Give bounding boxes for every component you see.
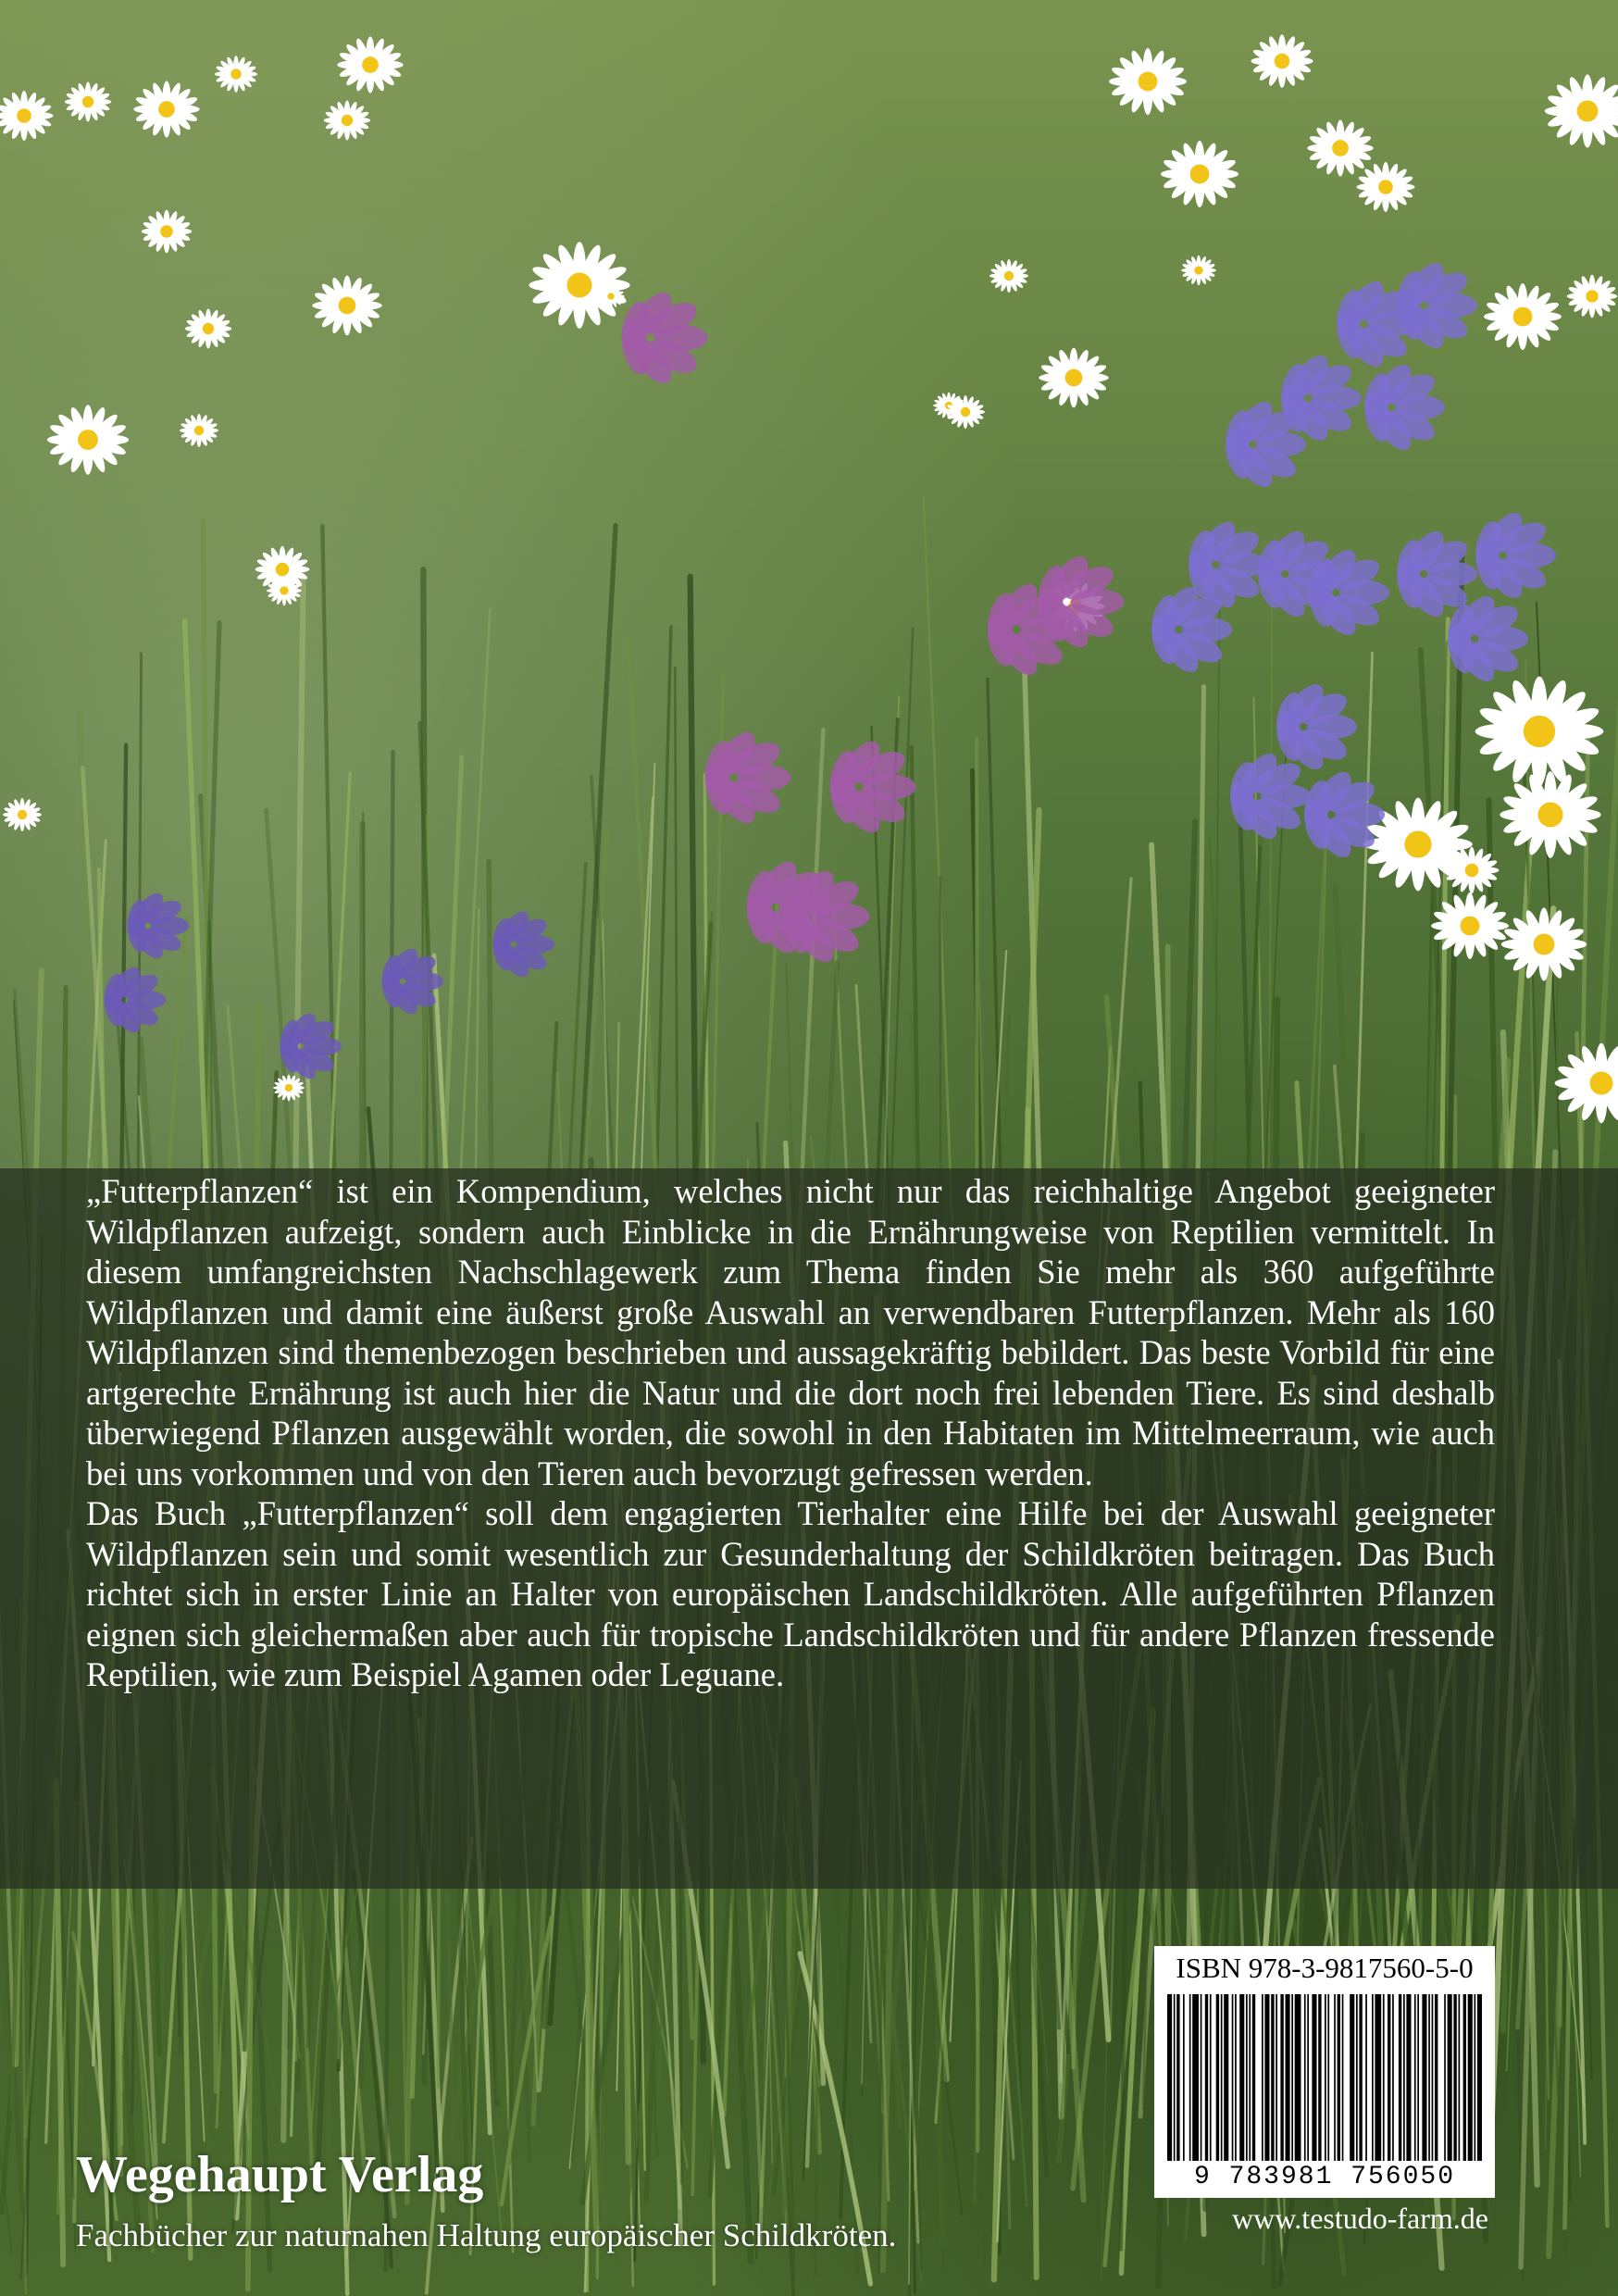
publisher-tagline: Fachbücher zur naturnahen Haltung europäischer Schildkröten. [76,2217,897,2253]
daisy-flower [273,1075,305,1102]
daisy-flower [180,414,218,447]
daisy-flower [1475,677,1604,787]
daisy-flower [1567,275,1618,318]
isbn-number: ISBN 978-3-9817560-5-0 [1176,1952,1474,1984]
daisy-flower [312,276,382,336]
daisy-flower [185,308,231,348]
blurb-paragraph-1: „Futterpflanzen“ ist ein Kompendium, welches nicht nur das reichhaltige Angebot geeigneter Wildpflanzen aufzeigt, sondern auch Einblicke in die Ernährungweise von Reptilien vermittelt. In diesem umfangreichsten Nachschlagewerk zum Thema finden Sie mehr als 360 aufgeführte Wildpflanzen und damit eine äußerst große Auswahl an verwendbaren Futterpflanzen. Mehr als 160 Wildpflanzen sind themenbezogen beschrieben und aussagekräftig bebildert. Das beste Vorbild für eine artgerechte Ernährung ist auch hier die Natur und die dort noch frei lebenden Tiere. Es sind deshalb überwiegend Pflanzen ausgewählt worden, die sowohl in den Habitaten im Mittelmeerraum, wie auch bei uns vorkommen und von den Tieren auch bevorzugt gefressen werden. [86,1172,1495,1492]
daisy-flower [1500,771,1600,858]
daisy-flower [1109,48,1187,115]
publisher-website: www.testudo-farm.de [1232,2202,1488,2235]
daisy-flower [529,242,629,329]
blurb-paragraph-2: Das Buch „Futterpflanzen“ soll dem engagierten Tierhalter eine Hilfe bei der Auswahl geeigneter Wildpflanzen sein und somit wesentlich zur Gesunderhaltung der Schildkröten beitragen. Das Buch richtet sich in erster Linie an Halter von europäischen Landschildkröten. Alle aufgeführten Pflanzen eignen sich gleichermaßen aber auch für tropische Landschildkröten und für andere Pflanzen fressende Reptilien, wie zum Beispiel Agamen oder Leguane. [86,1494,1495,1693]
ean-digits: 9 783981 756050 [1193,2163,1456,2191]
publisher-name: Wegehaupt Verlag [76,2146,484,2203]
daisy-flower [597,284,624,307]
daisy-flower [65,81,111,121]
daisy-flower [1501,907,1587,980]
daisy-flower [1251,34,1313,88]
barcode-icon [1167,1994,1482,2161]
daisy-flower [1307,119,1373,176]
daisy-flower [267,576,302,605]
daisy-flower [1161,141,1238,207]
daisy-flower [1357,162,1415,212]
daisy-flower [1181,256,1216,285]
daisy-flower [1039,348,1109,408]
daisy-flower [142,210,193,254]
isbn-barcode-box [1154,1946,1495,2198]
daisy-flower [215,56,257,93]
daisy-flower [3,798,42,831]
daisy-flower [133,81,199,137]
daisy-flower [1431,892,1509,959]
daisy-flower [324,100,370,140]
daisy-flower [989,259,1028,293]
daisy-flower [1484,283,1562,350]
daisy-flower [946,395,985,429]
daisy-flower [47,405,129,475]
daisy-flower [337,36,403,93]
back-cover-blurb [86,1171,1495,1695]
